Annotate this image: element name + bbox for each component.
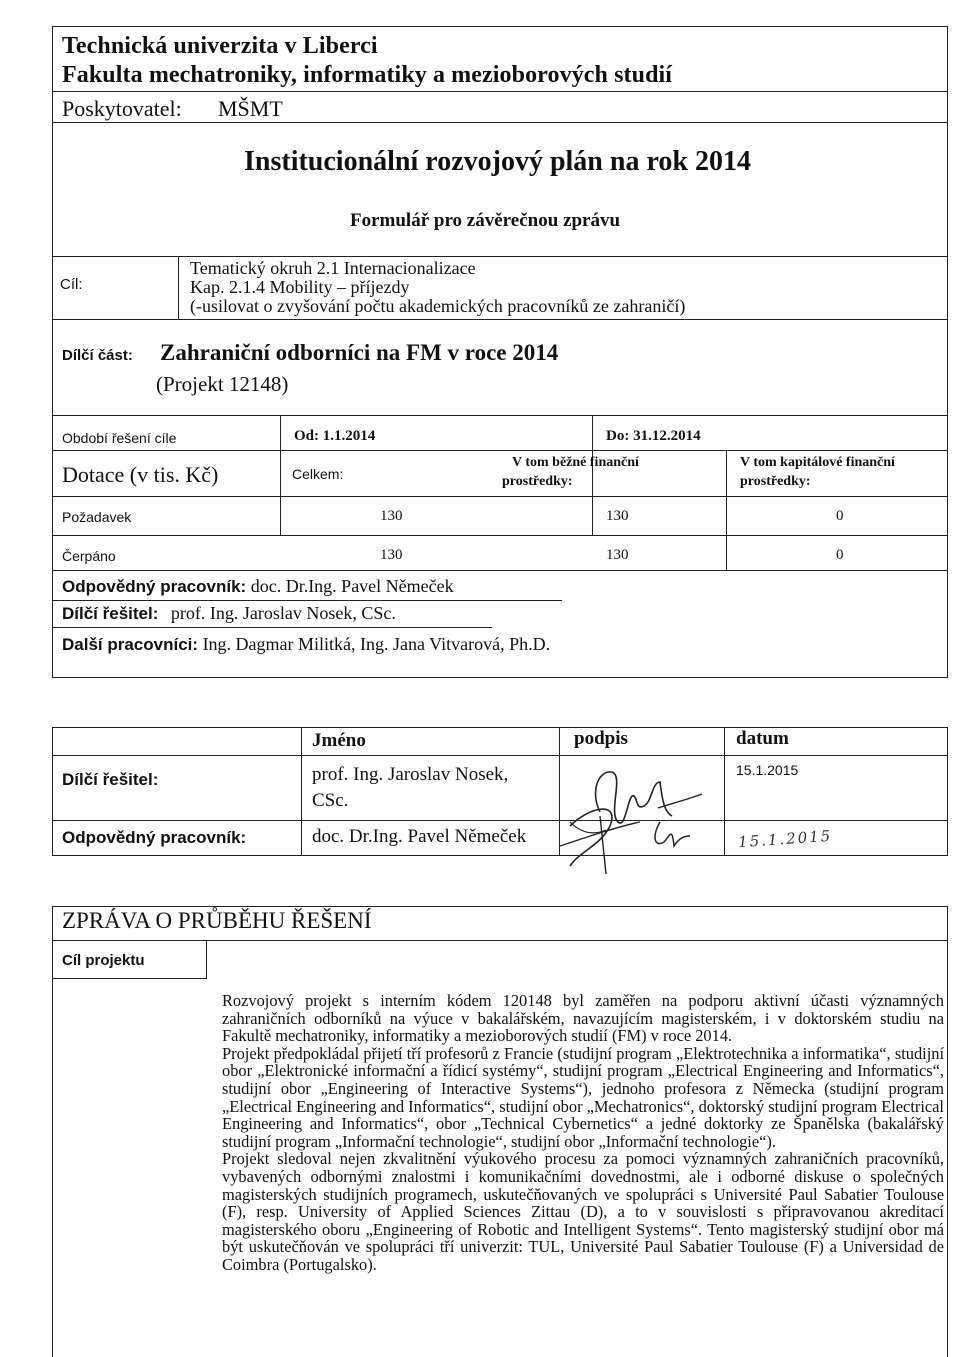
budget-col-total: Celkem: [292,466,344,482]
budget-row-capital: 0 [836,547,844,563]
document-subtitle: Formulář pro závěrečnou zprávu [350,210,621,231]
report-separator [206,940,207,978]
report-heading: ZPRÁVA O PRŮBĚHU ŘEŠENÍ [62,908,372,933]
period-to: Do: 31.12.2014 [606,428,701,444]
responsible-name: doc. Dr.Ing. Pavel Němeček [250,576,454,596]
sig-col-date: datum [736,728,789,749]
sig-row-line [52,755,948,756]
report-paragraph: Projekt předpokládal přijetí tří profesorů z Francie (studijní program „Elektrotechnika a informatika“, studijní obor „Elektronické informační a řídicí systémy“, studijní program „Electrical Engineering and Informatics“, studijní obor „Engineering of Interactive Systems“), jednoho profesora z Německa (studijní program „Electrical Engineering and Informatics“, studijní obor „Mechatronics“, doktorský studijní program Electrical Engineering and Informatics“, obor „Technical Cybernetics“ a jedné doktorky ze Španělska (bakalářský studijní program „Informační technologie“, studijní obor „Informační technologie“). [222,1043,944,1151]
divider [52,496,948,497]
sig-row-line [52,820,948,821]
signature-responsible [540,796,720,876]
budget-col-current-2: prostředky: [502,474,573,489]
divider [52,415,948,416]
divider [52,319,948,320]
sig-name: prof. Ing. Jaroslav Nosek, [312,764,509,785]
divider [52,91,948,92]
divider [52,978,207,979]
sig-date: 15.1.2015 [736,762,799,778]
divider [52,627,492,628]
divider [52,122,948,123]
sig-role: Dílčí řešitel: [62,770,159,789]
divider [52,940,948,941]
budget-row-label: Čerpáno [62,548,116,564]
budget-row-label: Požadavek [62,509,132,525]
solver-person [62,603,396,624]
part-project: (Projekt 12148) [156,372,289,396]
divider [52,535,948,536]
budget-col-capital-2: prostředky: [740,474,811,489]
budget-separator [726,450,727,570]
budget-row-capital: 0 [836,508,844,524]
budget-row-current: 130 [606,547,629,563]
faculty-name: Fakulta mechatroniky, informatiky a mezioborových studií [62,62,673,88]
responsible-label: Odpovědný pracovník: [62,577,247,596]
report-paragraph: Projekt sledoval nejen zkvalitnění výukového procesu za pomoci významných zahraničních pracovníků, vybavených odbornými znalostmi i komunikačními dovednostmi, ale i odborné diskuse o společných magisterských studijních programech, uskutečňovaných ve spolupráci s Université Paul Sabatier Toulouse (F), resp. University of Applied Sciences Zittau (D), a to v souvislosti s připravovanou akreditací magisterského oboru „Engineering of Robotic and Intelligent Systems“. Tento magisterský studijní obor má být uskutečňován ve spolupráci tří univerzit: TUL, Université Paul Sabatier Toulouse (F) a Universidad de Coimbra (Portugalsko). [222,1149,944,1274]
sig-date-handwritten: 15.1.2015 [737,826,833,852]
period-separator [280,415,281,535]
responsible-person [62,576,454,597]
goal-separator [178,256,179,319]
goal-description: (-usilovat o zvyšování počtu akademických pracovníků ze zahraničí) [190,296,686,316]
budget-row-current: 130 [606,508,629,524]
solver-name: prof. Ing. Jaroslav Nosek, CSc. [170,603,396,623]
divider [52,450,948,451]
divider [52,600,562,601]
divider [52,256,948,257]
university-name: Technická univerzita v Liberci [62,33,378,59]
sig-col-sign: podpis [574,728,628,749]
budget-col-current-1: V tom běžné finanční [512,455,639,470]
period-separator [592,415,593,535]
period-label: Období řešení cíle [62,430,177,446]
others-label: Další pracovníci: [62,635,199,654]
others-names: Ing. Dagmar Militká, Ing. Jana Vitvarová, Ph.D. [202,634,551,654]
sig-role: Odpovědný pracovník: [62,828,247,847]
provider-value: MŠMT [218,96,283,121]
budget-label: Dotace (v tis. Kč) [62,462,219,487]
report-paragraph: Rozvojový projekt s interním kódem 120148 byl zaměřen na podporu aktivní účasti významných zahraničních odborníků na výuce v bakalářském, navazujícím magisterském, i v doktorském studiu na Fakultě mechatroniky, informatiky a mezioborových studií (FM) v roce 2014. [222,991,944,1046]
sig-name: doc. Dr.Ing. Pavel Němeček [312,826,527,847]
divider [52,570,948,571]
sig-col-name: Jméno [312,730,366,751]
sig-col-line [301,727,302,856]
budget-col-capital-1: V tom kapitálové finanční [740,455,895,470]
goal-topic: Tematický okruh 2.1 Internacionalizace [190,258,476,278]
report-goal-label: Cíl projektu [62,952,145,969]
sig-col-line [724,727,725,856]
period-from: Od: 1.1.2014 [294,428,376,444]
provider-label: Poskytovatel: [62,96,182,121]
goal-chapter: Kap. 2.1.4 Mobility – příjezdy [190,277,410,297]
other-workers [62,634,550,655]
part-label: Dílčí část: [62,347,133,364]
document-title: Institucionální rozvojový plán na rok 2014 [244,146,751,177]
part-name: Zahraniční odborníci na FM v roce 2014 [160,340,559,365]
report-text [222,992,944,1274]
goal-label: Cíl: [60,276,83,293]
sig-name: CSc. [312,790,349,811]
solver-label: Dílčí řešitel: [62,604,159,623]
budget-row-total: 130 [380,547,403,563]
budget-row-total: 130 [380,508,403,524]
